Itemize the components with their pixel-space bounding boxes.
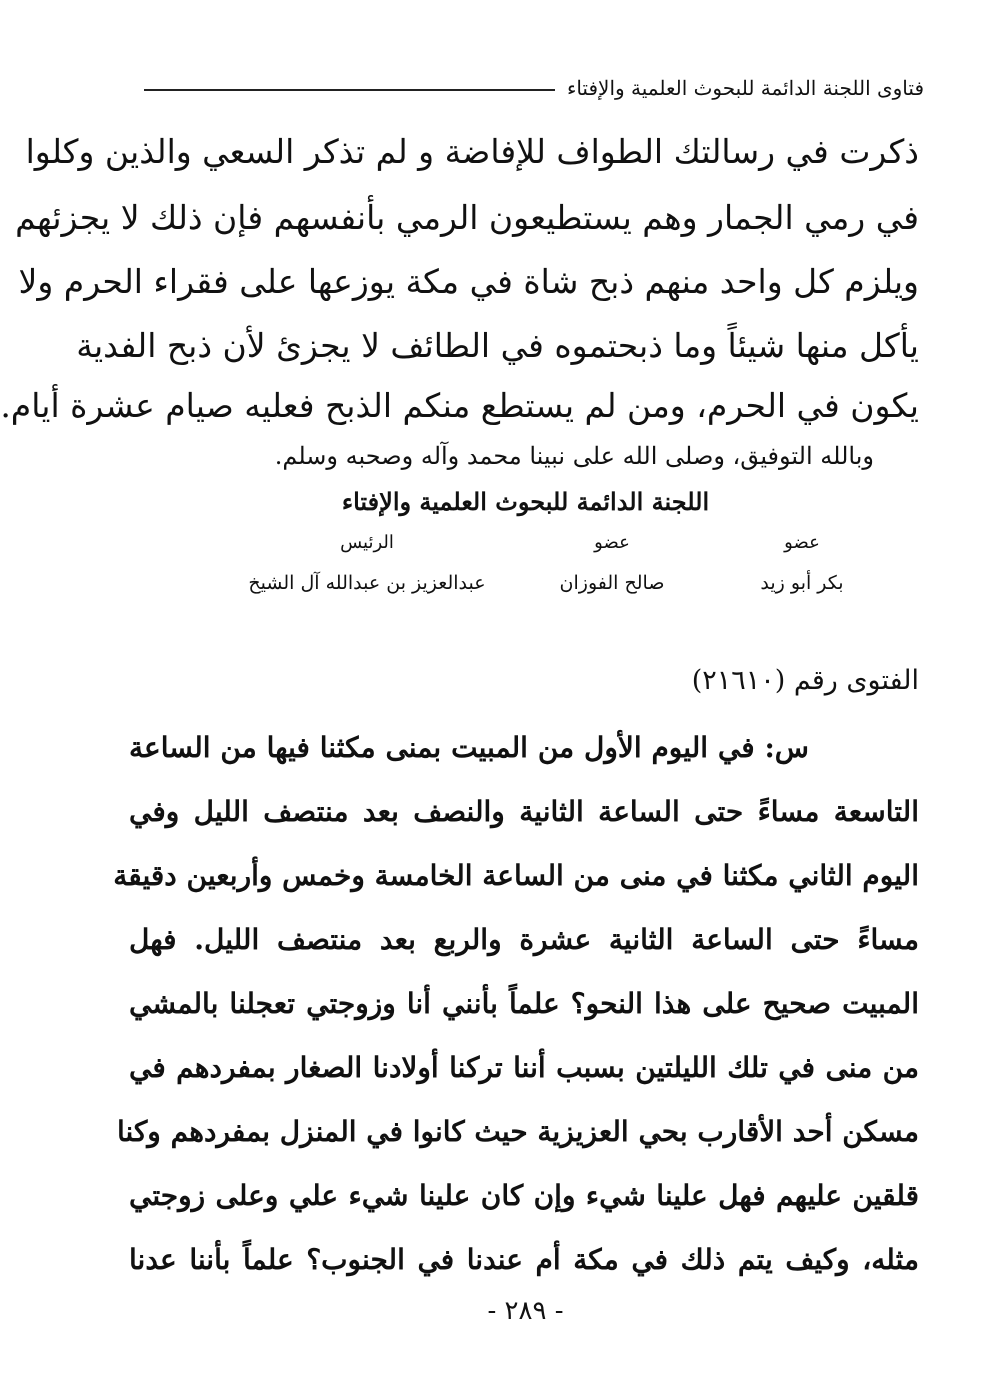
question-line: قلقين عليهم فهل علينا شيء وإن كان علينا شيء علي وعلى زوجتي xyxy=(129,1179,919,1212)
signatory-role: عضو xyxy=(594,532,630,553)
header-title: فتاوى اللجنة الدائمة للبحوث العلمية والإفتاء xyxy=(566,76,924,100)
answer-line: يأكل منها شيئاً وما ذبحتموه في الطائف لا يجزئ لأن ذبح الفدية xyxy=(76,326,919,365)
closing-formula: وبالله التوفيق، وصلى الله على نبينا محمد وآله وصحبه وسلم. xyxy=(274,442,874,470)
answer-line: ويلزم كل واحد منهم ذبح شاة في مكة يوزعها على فقراء الحرم ولا xyxy=(18,262,919,301)
answer-line: في رمي الجمار وهم يستطيعون الرمي بأنفسهم فإن ذلك لا يجزئهم xyxy=(15,198,919,237)
question-line: مساءً حتى الساعة الثانية عشرة والربع بعد منتصف الليل. فهل xyxy=(129,923,919,956)
answer-line: يكون في الحرم، ومن لم يستطع منكم الذبح فعليه صيام عشرة أيام. xyxy=(0,386,919,425)
signatory-names xyxy=(237,572,877,594)
fatwa-number: الفتوى رقم (٢١٦١٠) xyxy=(691,665,919,696)
signatory-roles xyxy=(237,532,877,553)
question-line: مثله، وكيف يتم ذلك في مكة أم عندنا في الجنوب؟ علماً بأننا عدنا xyxy=(129,1243,919,1276)
question-line: س: في اليوم الأول من المبيت بمنى مكثنا فيها من الساعة xyxy=(129,731,809,764)
signatory-name: صالح الفوزان xyxy=(559,572,665,594)
page-number: - ٢٨٩ - xyxy=(487,1296,564,1326)
question-line: التاسعة مساءً حتى الساعة الثانية والنصف بعد منتصف الليل وفي xyxy=(129,795,919,828)
signatory-name: بكر أبو زيد xyxy=(760,572,844,594)
question-line: المبيت صحيح على هذا النحو؟ علماً بأنني أنا وزوجتي تعجلنا بالمشي xyxy=(129,987,919,1020)
running-header xyxy=(144,70,924,106)
answer-line: ذكرت في رسالتك الطواف للإفاضة و لم تذكر السعي والذين وكلوا xyxy=(25,132,919,171)
committee-name: اللجنة الدائمة للبحوث العلمية والإفتاء xyxy=(341,487,710,516)
question-line: من منى في تلك الليلتين بسبب أننا تركنا أولادنا الصغار بمفردهم في xyxy=(129,1051,919,1084)
question-line: مسكن أحد الأقارب بحي العزيزية حيث كانوا في المنزل بمفردهم وكنا xyxy=(117,1115,919,1148)
signatory-role: الرئيس xyxy=(340,532,394,553)
header-rule xyxy=(144,89,555,91)
question-line: اليوم الثاني مكثنا في منى من الساعة الخامسة وخمس وأربعين دقيقة xyxy=(113,859,919,892)
signatory-name: عبدالعزيز بن عبدالله آل الشيخ xyxy=(248,572,486,594)
signatory-role: عضو xyxy=(784,532,820,553)
